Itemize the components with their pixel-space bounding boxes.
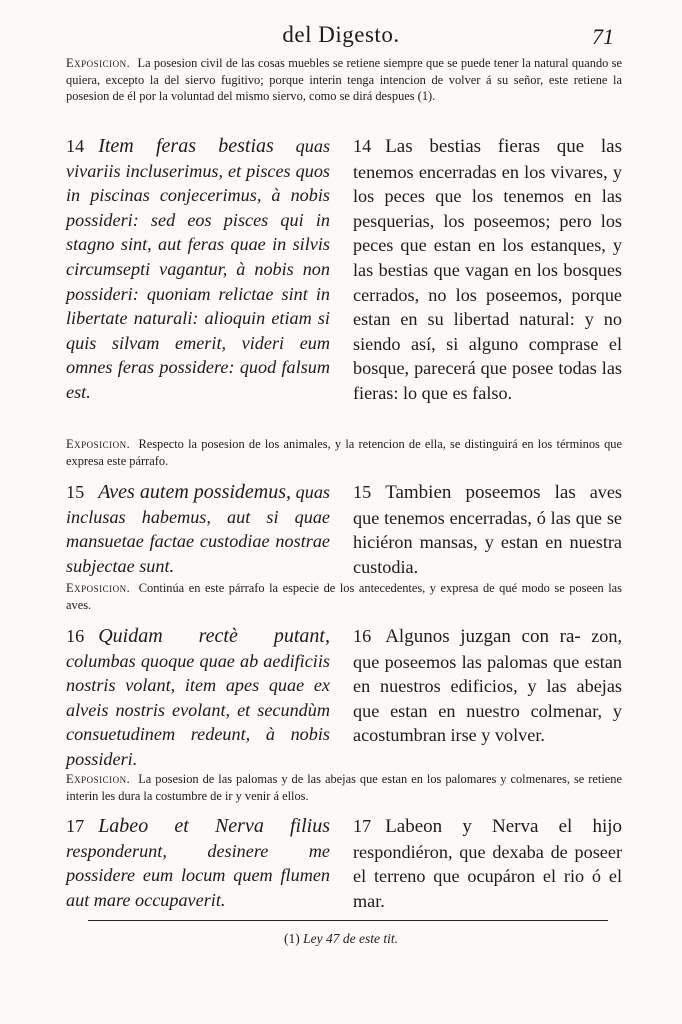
spanish-text: zon, que poseemos las palomas que estan en nuestros edificios, y las abejas que estan en nuestro colmenar, y acostumbran irse y volver. <box>353 626 623 746</box>
footnote-marker: (1) <box>284 931 300 946</box>
exposicion-label: Exposicion. <box>66 581 131 595</box>
exposicion-label: Exposicion. <box>66 56 131 70</box>
latin-column <box>66 480 330 578</box>
paragraph-number: 14 <box>66 136 85 156</box>
spanish-column <box>353 814 622 913</box>
paragraph-number: 14 <box>353 136 372 156</box>
latin-lead: Item feras bestias <box>98 135 274 157</box>
paragraph-number: 17 <box>66 816 85 836</box>
spanish-column <box>353 134 622 406</box>
latin-lead: Labeo et Nerva filius <box>98 815 330 837</box>
footnote-rest: de este tit. <box>342 931 398 946</box>
exposicion-note <box>66 436 622 469</box>
spanish-lead: Tambien poseemos las <box>385 482 576 503</box>
paragraph-number: 15 <box>353 482 372 502</box>
spanish-lead: Algunos juzgan con ra- <box>385 626 581 647</box>
spanish-lead: Las bestias fieras que las <box>385 136 622 157</box>
footnote-divider <box>88 920 608 921</box>
spanish-column <box>353 624 622 748</box>
paragraph-number: 15 <box>66 482 85 502</box>
footnote-ley: Ley 47 <box>303 931 340 946</box>
exposicion-text: La posesion civil de las cosas muebles se retiene siempre que se puede tener la natural quando se quiera, excepto la del siervo fugitivo; porque interin tenga intencion de volver á su señor, este retiene la posesion de él por la voluntad del mismo siervo, como se dirá despues (1). <box>66 56 622 104</box>
page-number: 71 <box>592 24 614 49</box>
spanish-text: aves que tenemos encerradas, ó las que se hiciéron mansas, y estan en nuestra custodia. <box>353 482 623 577</box>
footnote <box>0 931 682 947</box>
paragraph-number: 17 <box>353 816 372 836</box>
latin-lead: Quidam rectè putant, <box>98 625 330 647</box>
exposicion-label: Exposicion. <box>66 772 131 786</box>
paragraph-number: 16 <box>353 626 372 646</box>
latin-column <box>66 624 330 772</box>
latin-text: responderunt, desinere me possidere eum locum quem flumen aut mare occupaverit. <box>66 840 330 910</box>
spanish-lead: Labeon y Nerva el hijo <box>385 816 622 837</box>
latin-text: quas inclusas habemus, aut si quae mansuetae factae custodiae nostrae subjectae sunt. <box>66 482 330 576</box>
page-header <box>0 22 682 52</box>
exposicion-note <box>66 580 622 613</box>
exposicion-note <box>66 55 622 105</box>
latin-column <box>66 134 330 405</box>
exposicion-label: Exposicion. <box>66 437 131 451</box>
exposicion-text: Respecto la posesion de los animales, y la retencion de ella, se distinguirá en los términos que expresa este párrafo. <box>66 437 622 468</box>
latin-text: quas vivariis incluserimus, et pisces quos in piscinas conjecerimus, à nobis possideri: sed eos pisces qui in stagno sint, aut feras quae in silvis circumsepti vagantur, à nobis non possideri: quoniam relictae sint in libertate naturali: alioquin etiam si quis silvam emerit, videri eum omnes feras possidere: quod falsum est. <box>66 136 331 402</box>
exposicion-text: La posesion de las palomas y de las abejas que estan en los palomares y colmenares, se retiene interin les dura la costumbre de ir y venir á ellos. <box>66 772 622 803</box>
latin-lead: Aves autem possidemus, <box>98 481 292 503</box>
running-title: del Digesto. <box>282 22 400 47</box>
latin-column <box>66 814 330 912</box>
latin-text: columbas quoque quae ab aedificiis nostris volant, item apes quae ex alveis nostris evolant, et secundùm consuetudinem redeunt, à nobis possideri. <box>66 650 330 769</box>
exposicion-text: Continúa en este párrafo la especie de los antecedentes, y expresa de qué modo se poseen las aves. <box>66 581 622 612</box>
exposicion-note <box>66 771 622 804</box>
spanish-text: respondiéron, que dexaba de poseer el terreno que ocupáron el rio ó el mar. <box>353 841 622 911</box>
spanish-column <box>353 480 622 579</box>
paragraph-number: 16 <box>66 626 85 646</box>
spanish-text: tenemos encerradas en los vivares, y los peces que los tenemos en las pesquerias, los poseemos; pero los peces que estan en los estanques, y las bestias que vagan en los bosques cerrados, no los poseemos, porque estan en su libertad natural: y no siendo así, si alguno comprase el bosque, parecerá que posee todas las fieras: lo que es falso. <box>353 161 622 403</box>
